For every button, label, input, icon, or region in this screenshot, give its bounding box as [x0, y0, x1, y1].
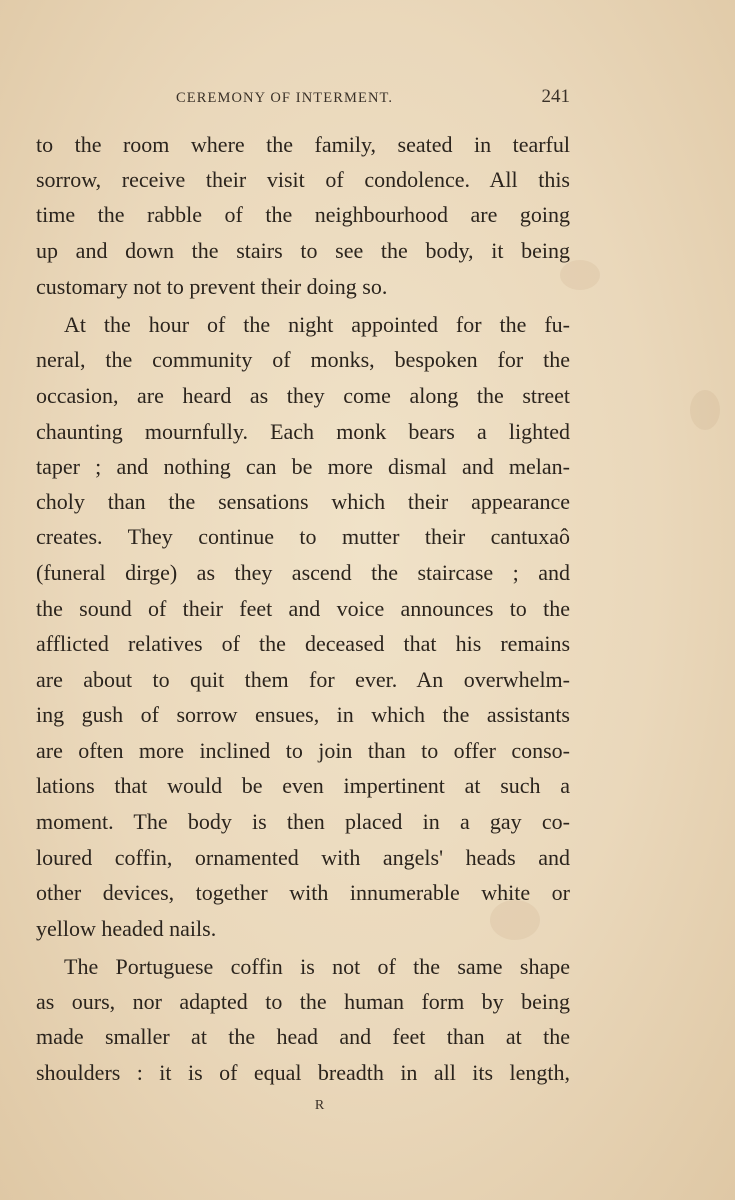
- signature-mark: R: [314, 1098, 326, 1113]
- text-line: neral, the community of monks, bespoken for the: [36, 347, 570, 372]
- text-line: the sound of their feet and voice announces to the: [36, 596, 570, 621]
- text-line: time the rabble of the neighbourhood are going: [36, 202, 570, 227]
- text-line: lations that would be even impertinent at such a: [36, 773, 570, 798]
- text-line: taper ; and nothing can be more dismal and melan-: [36, 454, 570, 479]
- text-line: The Portuguese coffin is not of the same shape: [64, 954, 570, 979]
- text-line: yellow headed nails.: [36, 916, 217, 941]
- text-line: afflicted relatives of the deceased that his remains: [36, 631, 570, 656]
- text-line: up and down the stairs to see the body, it being: [36, 238, 570, 263]
- running-head: [36, 86, 570, 110]
- text-line: occasion, are heard as they come along the street: [36, 383, 570, 408]
- text-line: loured coffin, ornamented with angels' heads and: [36, 845, 570, 870]
- text-line: sorrow, receive their visit of condolence. All this: [36, 167, 570, 192]
- text-line: creates. They continue to mutter their cantuxaô: [36, 524, 570, 549]
- text-line: to the room where the family, seated in tearful: [36, 132, 570, 157]
- paper-stain: [690, 390, 720, 430]
- text-line: other devices, together with innumerable white or: [36, 880, 570, 905]
- text-line: shoulders : it is of equal breadth in all its length,: [36, 1060, 570, 1085]
- text-line: At the hour of the night appointed for the fu-: [64, 312, 570, 337]
- text-line: made smaller at the head and feet than at the: [36, 1024, 570, 1049]
- text-line: are about to quit them for ever. An overwhelm-: [36, 667, 570, 692]
- text-line: chaunting mournfully. Each monk bears a lighted: [36, 419, 570, 444]
- text-line: choly than the sensations which their appearance: [36, 489, 570, 514]
- text-line: customary not to prevent their doing so.: [36, 274, 388, 299]
- text-line: ing gush of sorrow ensues, in which the assistants: [36, 702, 570, 727]
- text-line: as ours, nor adapted to the human form by being: [36, 989, 570, 1014]
- page-number: 241: [541, 86, 570, 107]
- text-line: moment. The body is then placed in a gay co-: [36, 809, 570, 834]
- running-title: CEREMONY OF INTERMENT.: [176, 90, 394, 106]
- text-line: (funeral dirge) as they ascend the staircase ; and: [36, 560, 570, 585]
- text-line: are often more inclined to join than to offer conso-: [36, 738, 570, 763]
